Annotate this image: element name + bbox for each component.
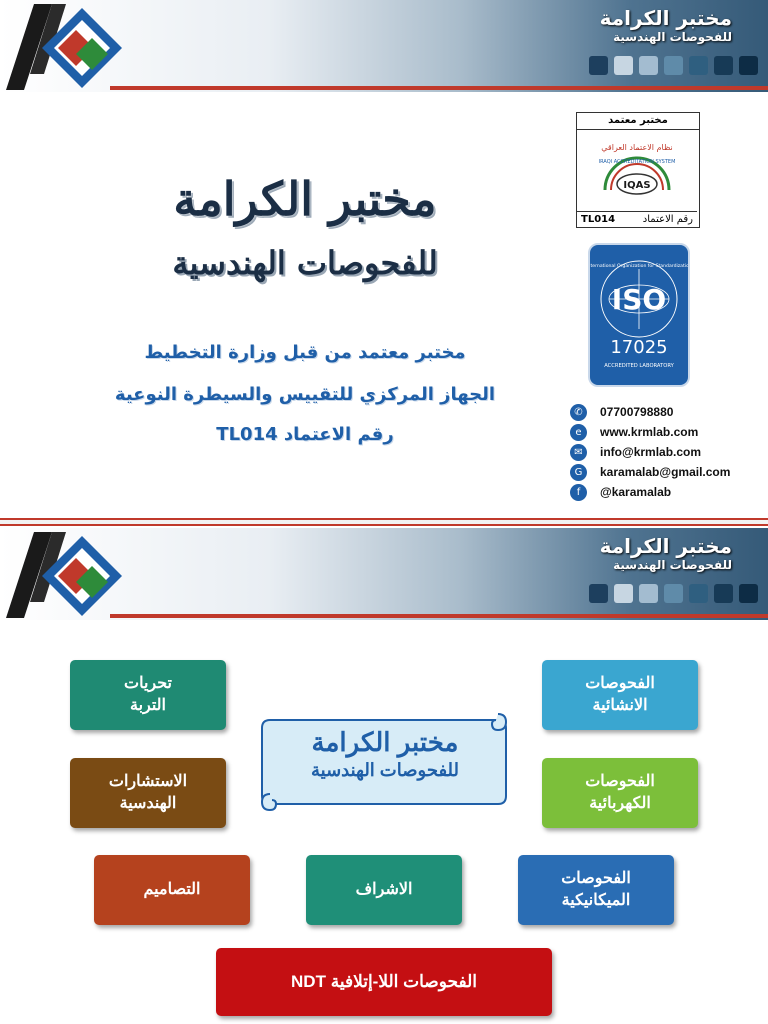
service-supervision[interactable] bbox=[306, 855, 462, 925]
contact-text: www.krmlab.com bbox=[600, 425, 699, 439]
accreditation-label: مختبر معتمد bbox=[577, 113, 699, 130]
contact-text: karamalab@gmail.com bbox=[600, 465, 731, 479]
iso-org-text: International Organization for Standardization bbox=[590, 264, 688, 269]
contact-website[interactable] bbox=[570, 422, 730, 442]
iso-logo-text: ISO bbox=[611, 283, 667, 316]
header-squares bbox=[589, 584, 758, 603]
subtitle-line-2: الجهاز المركزي للتقييس والسيطرة النوعية bbox=[114, 384, 496, 405]
header-bar bbox=[0, 0, 768, 92]
service-line: التربة bbox=[129, 697, 166, 714]
subtitle-line-1: مختبر معتمد من قبل وزارة التخطيط bbox=[144, 342, 466, 363]
accreditation-number-label: رقم الاعتماد bbox=[642, 214, 693, 225]
slide-divider bbox=[0, 518, 768, 526]
contact-phone[interactable] bbox=[570, 402, 730, 422]
contact-gmail[interactable] bbox=[570, 462, 730, 482]
service-line: الفحوصات bbox=[561, 870, 631, 887]
accreditation-number-row bbox=[577, 211, 697, 227]
iqas-arc-text: نظام الاعتماد العراقي bbox=[601, 143, 673, 152]
accreditation-number: TL014 bbox=[581, 214, 616, 225]
iqas-accreditation-badge bbox=[576, 112, 700, 228]
contact-text: info@krmlab.com bbox=[600, 445, 702, 459]
iqas-logo bbox=[577, 130, 697, 210]
service-ndt[interactable] bbox=[216, 948, 552, 1016]
brand bbox=[600, 534, 732, 572]
contact-facebook[interactable] bbox=[570, 482, 730, 502]
header-square bbox=[714, 584, 733, 603]
service-line: الميكانيكية bbox=[561, 892, 631, 909]
header-square bbox=[689, 584, 708, 603]
iso-logo bbox=[590, 245, 688, 385]
brand-tagline: للفحوصات الهندسية bbox=[613, 30, 732, 44]
header-square bbox=[739, 56, 758, 75]
iqas-small-text: IRAQI ACCREDITATION SYSTEM bbox=[598, 159, 676, 165]
lab-logo bbox=[4, 4, 124, 90]
facebook-icon: f bbox=[570, 484, 587, 501]
service-soil[interactable] bbox=[70, 660, 226, 730]
header-red-line bbox=[110, 614, 768, 618]
header-square bbox=[714, 56, 733, 75]
brand-tagline: للفحوصات الهندسية bbox=[613, 558, 732, 572]
center-subtitle: للفحوصات الهندسية bbox=[310, 760, 459, 780]
header-square bbox=[614, 584, 633, 603]
header-square bbox=[689, 56, 708, 75]
brand-name: مختبر الكرامة bbox=[599, 534, 732, 558]
header-square bbox=[664, 56, 683, 75]
scroll-banner-text bbox=[270, 726, 500, 782]
header-squares bbox=[589, 56, 758, 75]
brand-name: مختبر الكرامة bbox=[599, 6, 732, 30]
service-line: تحريات bbox=[124, 675, 172, 692]
header-square bbox=[589, 584, 608, 603]
service-consulting[interactable] bbox=[70, 758, 226, 828]
service-line: الكهربائية bbox=[589, 795, 651, 812]
slide-services bbox=[0, 528, 768, 1024]
header-square bbox=[639, 56, 658, 75]
contact-email[interactable] bbox=[570, 442, 730, 462]
main-subtitle: للفحوصات الهندسية bbox=[172, 244, 438, 282]
google-icon: G bbox=[570, 464, 587, 481]
header-red-line bbox=[110, 86, 768, 90]
service-line: الاشراف bbox=[355, 881, 413, 898]
lab-logo bbox=[4, 532, 124, 618]
header-square bbox=[639, 584, 658, 603]
main-title: مختبر الكرامة bbox=[173, 172, 437, 226]
service-design[interactable] bbox=[94, 855, 250, 925]
header-square bbox=[614, 56, 633, 75]
subtitle-line-3: رقم الاعتماد TL014 bbox=[216, 424, 394, 445]
service-line: الهندسية bbox=[119, 795, 177, 812]
web-icon: e bbox=[570, 424, 587, 441]
iqas-logo-text: IQAS bbox=[623, 180, 651, 191]
header-square bbox=[739, 584, 758, 603]
service-line: الفحوصات bbox=[585, 773, 655, 790]
service-line: الفحوصات bbox=[585, 675, 655, 692]
mail-icon: ✉ bbox=[570, 444, 587, 461]
service-line: الاستشارات bbox=[108, 773, 188, 790]
brand bbox=[600, 6, 732, 44]
iso-code: 17025 bbox=[610, 337, 668, 358]
service-mechanical[interactable] bbox=[518, 855, 674, 925]
iso-17025-badge bbox=[588, 243, 690, 387]
service-line: الانشائية bbox=[592, 697, 648, 714]
contact-text: 07700798880 bbox=[600, 405, 674, 419]
phone-icon: ✆ bbox=[570, 404, 587, 421]
service-line: التصاميم bbox=[143, 881, 201, 898]
center-title: مختبر الكرامة bbox=[311, 727, 459, 757]
iso-footer: ACCREDITED LABORATORY bbox=[604, 363, 674, 369]
service-line: الفحوصات اللا-إتلافية NDT bbox=[291, 972, 477, 991]
service-construction[interactable] bbox=[542, 660, 698, 730]
contact-list bbox=[570, 402, 730, 502]
contact-text: @karamalab bbox=[600, 485, 672, 499]
header-square bbox=[664, 584, 683, 603]
service-electrical[interactable] bbox=[542, 758, 698, 828]
header-square bbox=[589, 56, 608, 75]
header-bar bbox=[0, 528, 768, 620]
